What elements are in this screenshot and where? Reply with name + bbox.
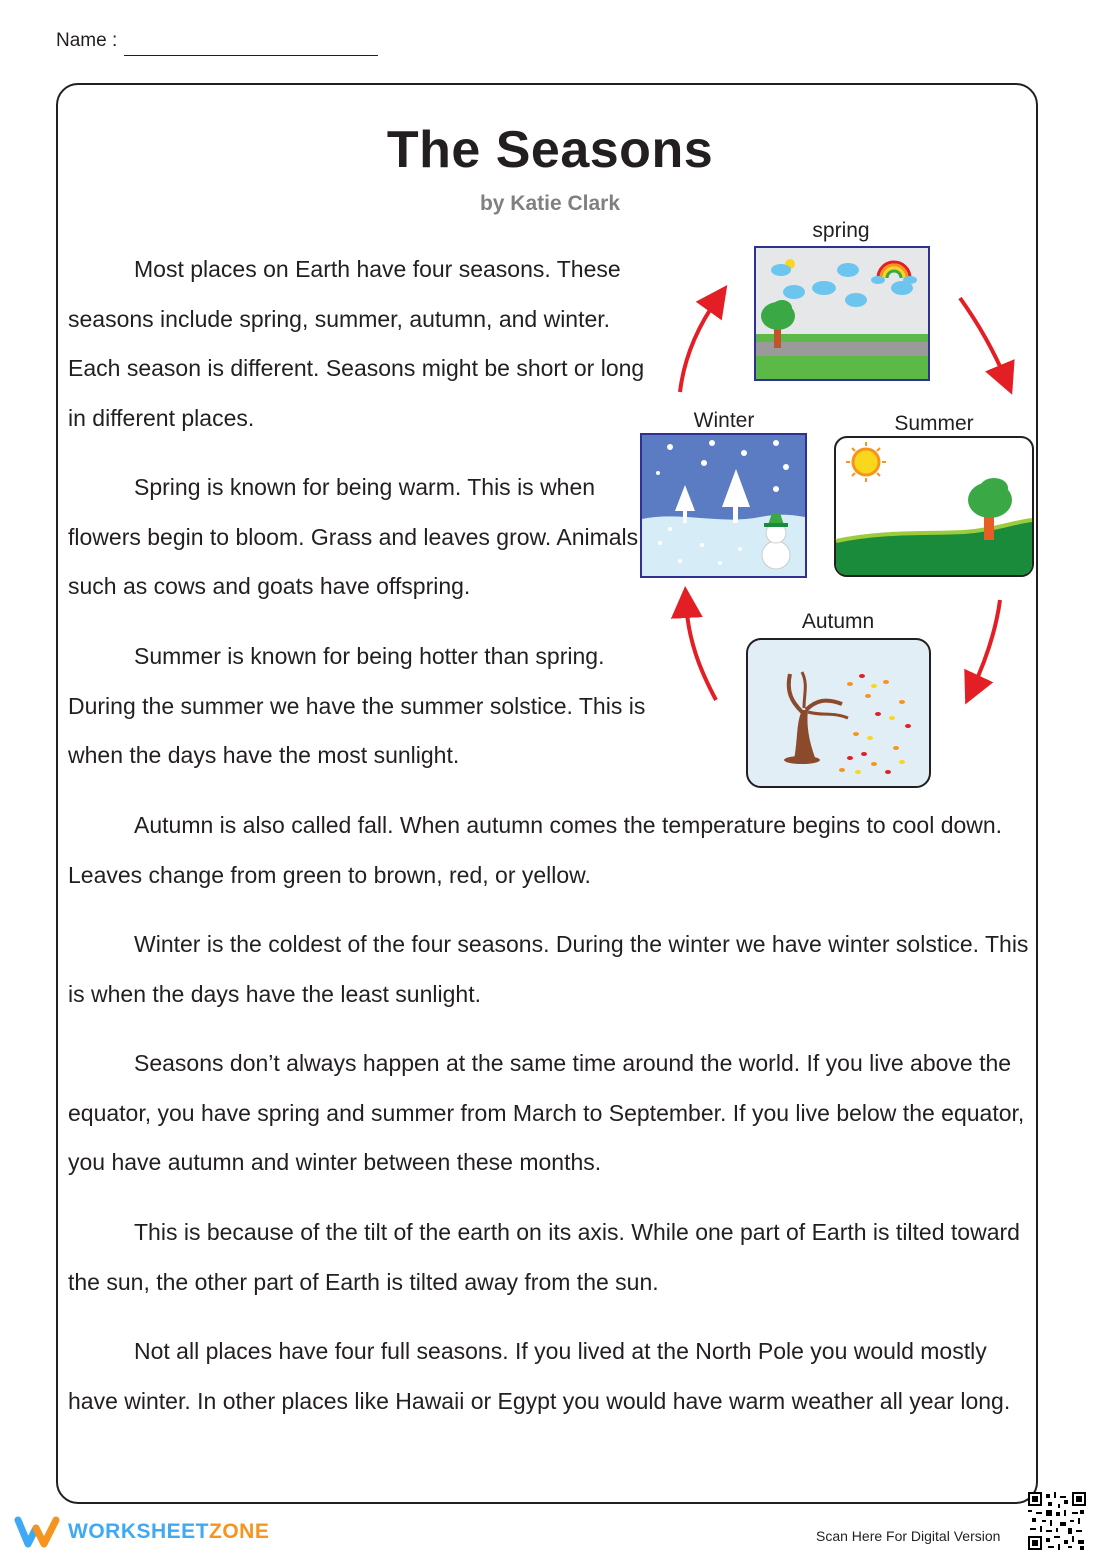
qr-code-icon[interactable] <box>1028 1492 1086 1550</box>
paragraph-2 <box>68 463 648 612</box>
name-field-line[interactable] <box>124 55 378 56</box>
name-label: Name : <box>56 30 118 51</box>
paragraph-7 <box>68 1208 1033 1307</box>
paragraph-1 <box>68 245 648 443</box>
paragraph-4-text: Autumn is also called fall. When autumn comes the temperature begins to cool down. Leaves change from green to brown, red, or yellow. <box>68 812 1003 888</box>
brand-name-part-2: ZONE <box>209 1520 270 1543</box>
arrow-winter-to-spring <box>680 298 718 392</box>
winter-label: Winter <box>693 409 755 432</box>
spring-label: spring <box>812 219 870 242</box>
brand-name-part-1: WORKSHEET <box>68 1520 209 1543</box>
autumn-label: Autumn <box>801 610 875 633</box>
arrow-summer-to-autumn <box>972 600 1000 690</box>
paragraph-6 <box>68 1039 1033 1188</box>
paragraph-1-text: Most places on Earth have four seasons. These seasons include spring, summer, autumn, and winter. Each season is different. Seasons might be short or long in different places. <box>68 256 645 431</box>
arrow-autumn-to-winter <box>686 602 716 700</box>
paragraph-8-text: Not all places have four full seasons. If you lived at the North Pole you would mostly have winter. In other places like Hawaii or Egypt you would have warm weather all year long. <box>68 1338 1011 1414</box>
paragraph-8 <box>68 1327 1033 1426</box>
author-byline: by Katie Clark <box>479 192 621 215</box>
paragraph-5-text: Winter is the coldest of the four seasons. During the winter we have winter solstice. This is when the days have the least sunlight. <box>68 931 1029 1007</box>
paragraph-4 <box>68 801 1033 900</box>
paragraph-5 <box>68 920 1033 1019</box>
paragraph-2-text: Spring is known for being warm. This is when flowers begin to bloom. Grass and leaves grow. Animals such as cows and goats have offspring. <box>68 474 639 599</box>
paragraph-7-text: This is because of the tilt of the earth on its axis. While one part of Earth is tilted toward the sun, the other part of Earth is tilted away from the sun. <box>68 1219 1020 1295</box>
scan-caption: Scan Here For Digital Version <box>816 1528 1001 1544</box>
page-title: The Seasons <box>386 121 714 179</box>
worksheetzone-logo-icon <box>14 1514 64 1550</box>
brand-name <box>68 1520 269 1544</box>
season-cycle-arrows <box>630 280 1030 720</box>
arrow-spring-to-summer <box>960 298 1006 380</box>
paragraph-3 <box>68 632 648 781</box>
paragraph-6-text: Seasons don’t always happen at the same time around the world. If you live above the equator, you have spring and summer from March to September. If you live below the equator, you have autumn and winter between these months. <box>68 1050 1025 1175</box>
paragraph-3-text: Summer is known for being hotter than spring. During the summer we have the summer solstice. This is when the days have the most sunlight. <box>68 643 646 768</box>
summer-label: Summer <box>894 412 974 435</box>
